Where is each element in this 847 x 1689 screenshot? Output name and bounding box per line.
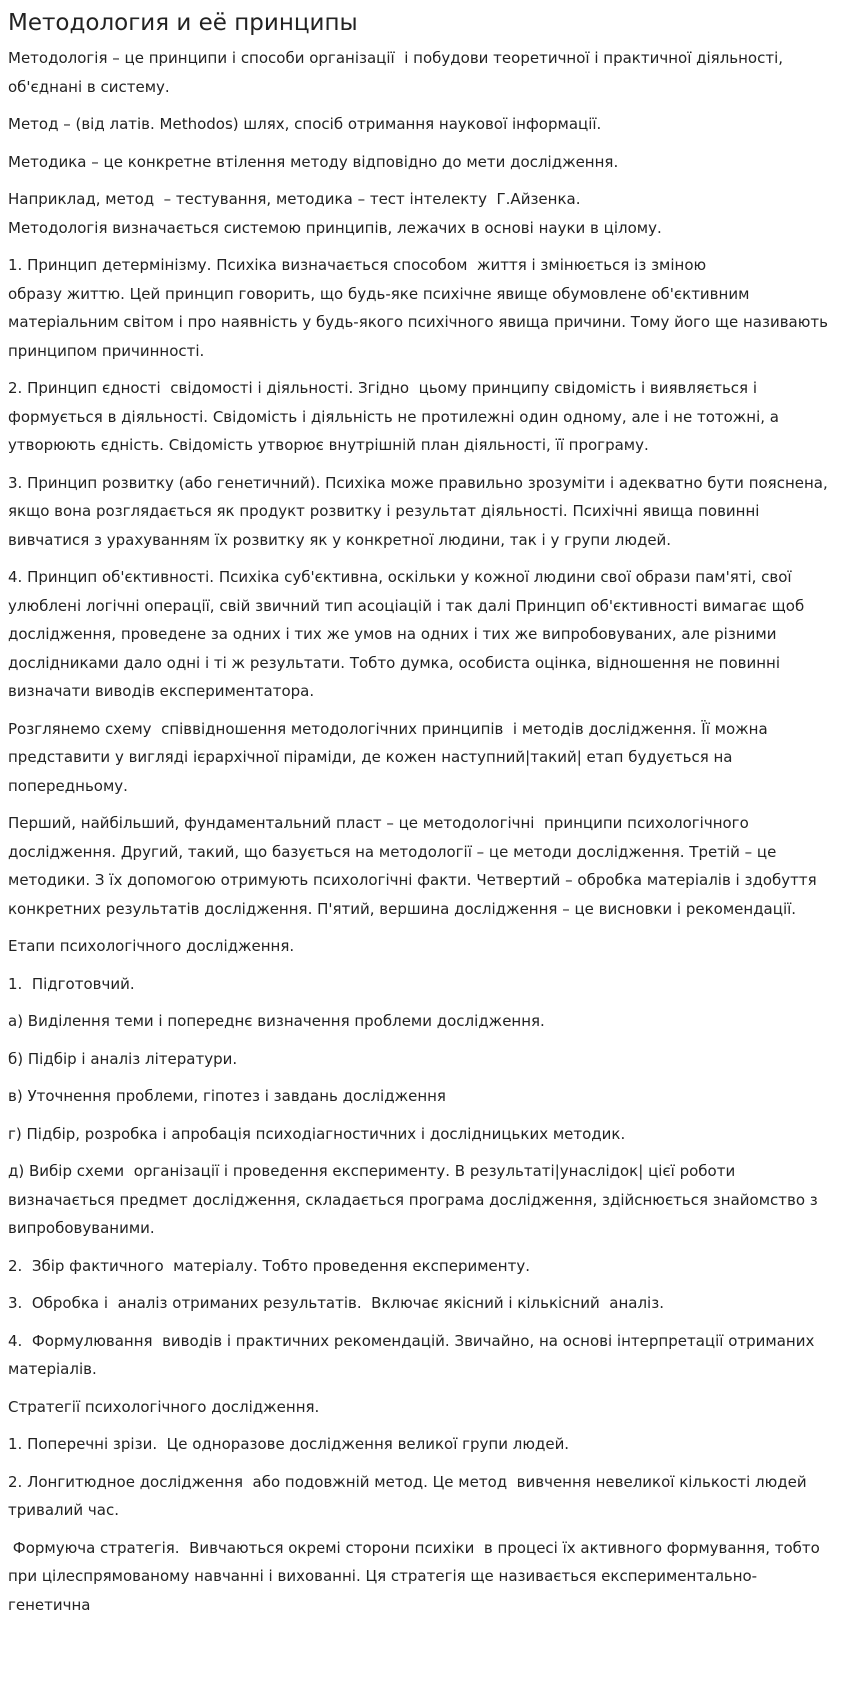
- paragraph: 1. Принцип детермінізму. Психіка визначається способом життя і змінюється із зміною образу життю. Цей принцип говорить, що будь-яке психічне явище обумовлене об'єктивним матеріальним світом і про наявність у будь-якого психічного явища причини. Тому його ще називають принципом причинності.: [8, 256, 828, 360]
- paragraph: Методологія – це принципи і способи організації і побудови теоретичної і практичної діяльності, об'єднані в систему.: [8, 49, 788, 96]
- paragraph: Метод – (від латів. Methodos) шлях, спосіб отримання наукової інформації.: [8, 115, 602, 133]
- paragraph: Наприклад, метод – тестування, методика – тест інтелекту Г.Айзенка. Методологія визначається системою принципів, лежачих в основі науки в цілому.: [8, 190, 662, 237]
- document-body: [8, 44, 839, 1619]
- paragraph: 2. Принцип єдності свідомості і діяльності. Згідно цьому принципу свідомість і виявляється і формується в діяльності. Свідомість і діяльність не протилежні один одному, але і не тотожні, а утворюють єдність. Свідомість утворює внутрішній план діяльності, її програму.: [8, 379, 784, 454]
- paragraph: 1. Підготовчий.: [8, 974, 135, 993]
- paragraph: 1. Поперечні зрізи. Це одноразове дослідження великої групи людей.: [8, 1435, 570, 1453]
- paragraph: 4. Принцип об'єктивності. Психіка суб'єктивна, оскільки у кожної людини свої образи пам'яті, свої улюблені логічні операції, свій звичний тип асоціацій і так далі Принцип об'єктивності вимагає щоб дослідження, проведене за одних і тих же умов на одних і тих же випробовуваних, але різними дослідниками дало одні і ті ж результати. Тобто думка, особиста оцінка, відношення не повинні визначати виводів експериментатора.: [8, 568, 809, 700]
- paragraph: Розглянемо схему співвідношення методологічних принципів і методів дослідження. Її можна представити у вигляді ієрархічної піраміди, де кожен наступний|такий| етап будується на попередньому.: [8, 719, 773, 795]
- paragraph: Перший, найбільший, фундаментальний пласт – це методологічні принципи психологічного дослідження. Другий, такий, що базується на методології – це методи дослідження. Третій – це методики. З їх допомогою отримують психологічні факти. Четвертий – обробка матеріалів і здобуття конкретних результатів дослідження. П'ятий, вершина дослідження – це висновки і рекомендації.: [8, 814, 822, 918]
- paragraph: 3. Обробка і аналіз отриманих результатів. Включає якісний і кількісний аналіз.: [8, 1294, 664, 1312]
- paragraph: 3. Принцип розвитку (або генетичний). Психіка може правильно зрозуміти і адекватно бути пояснена, якщо вона розглядається як продукт розвитку і результат діяльності. Психічні явища повинні вивчатися з урахуванням їх розвитку як у конкретної людини, так і у групи людей.: [8, 473, 833, 549]
- paragraph: Стратегії психологічного дослідження.: [8, 1397, 320, 1416]
- paragraph: в) Уточнення проблеми, гіпотез і завдань дослідження: [8, 1087, 446, 1105]
- paragraph: 4. Формулювання виводів і практичних рекомендацій. Звичайно, на основі інтерпретації отриманих матеріалів.: [8, 1331, 820, 1378]
- paragraph: б) Підбір і аналіз літератури.: [8, 1049, 238, 1068]
- paragraph: д) Вибір схеми організації і проведення експерименту. В результаті|унаслідок| цієї роботи визначається предмет дослідження, складається програма дослідження, здійснюється знайомство з випробовуваними.: [8, 1162, 823, 1237]
- paragraph: г) Підбір, розробка і апробація психодіагностичних і дослідницьких методик.: [8, 1124, 626, 1143]
- paragraph: Формуюча стратегія. Вивчаються окремі сторони психіки в процесі їх активного формування, тобто при цілеспрямованому навчанні і вихованні. Ця стратегія ще називається експериментально-генетична: [8, 1538, 825, 1614]
- paragraph: Етапи психологічного дослідження.: [8, 937, 295, 955]
- paragraph: 2. Лонгитюдное дослідження або подовжній метод. Це метод вивчення невеликої кількості людей тривалий час.: [8, 1472, 812, 1519]
- page-title: Методология и её принципы: [8, 10, 358, 36]
- paragraph: а) Виділення теми і попереднє визначення проблеми дослідження.: [8, 1012, 545, 1030]
- paragraph: 2. Збір фактичного матеріалу. Тобто проведення експерименту.: [8, 1256, 530, 1275]
- paragraph: Методика – це конкретне втілення методу відповідно до мети дослідження.: [8, 152, 619, 171]
